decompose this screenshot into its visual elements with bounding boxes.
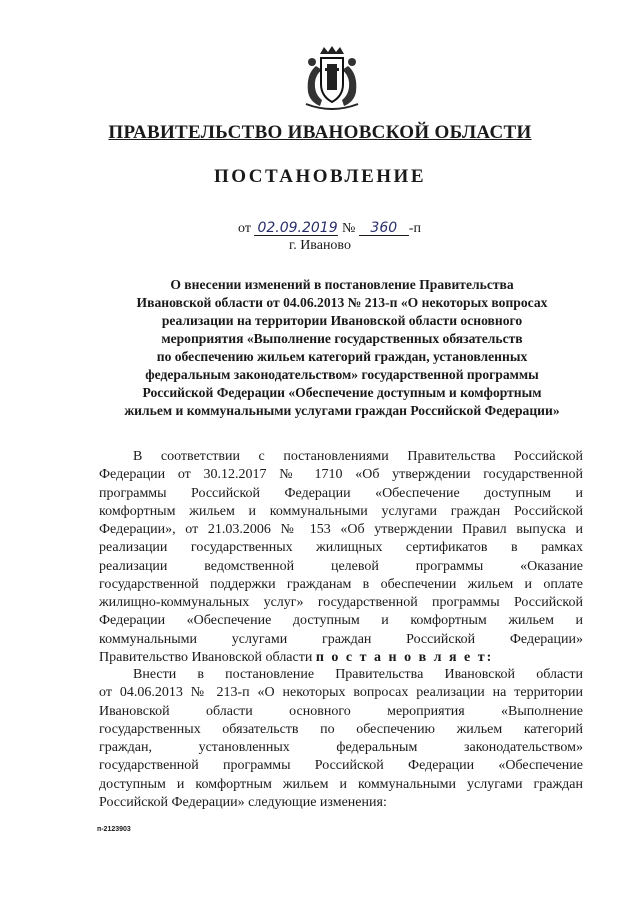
heading-line: мероприятия «Выполнение государственных обязательств (161, 331, 523, 346)
text-line: коммунальными услугами граждан Российской Федерации» (99, 631, 583, 647)
resolution-line (99, 649, 583, 667)
heading-line: О внесении изменений в постановление Правительства (170, 277, 514, 292)
number-sign: № (341, 221, 356, 236)
heading-line: по обеспечению жильем категорий граждан, установленных (156, 349, 528, 364)
heading-line: Ивановской области от 04.06.2013 № 213-п «О некоторых вопросах (136, 295, 548, 310)
heading-line: федеральным законодательством» государственной программы (145, 367, 539, 382)
document-type: ПОСТАНОВЛЕНИЕ (213, 166, 427, 187)
text-line: государственных обязательств по обеспечению жильем категорий (99, 721, 583, 737)
document-code: п-2123903 (97, 826, 131, 833)
text-line: от 04.06.2013 № 213-п «О некоторых вопросах реализации на территории (99, 685, 583, 701)
text-line: Российской Федерации» следующие изменения: (99, 794, 387, 810)
text-line: Федерации «Обеспечение доступным и комфортным жильем и (99, 613, 583, 629)
text-line: В соответствии с постановлениями Правительства Российской (133, 449, 583, 464)
text-line: государственной программы Российской Федерации «Обеспечение (99, 758, 583, 774)
number-suffix: -п (408, 221, 421, 236)
text-line: реализации ведомственной целевой программы «Оказание (99, 558, 583, 574)
text-line: жилищно-коммунальных услуг» государственной программы Российской (99, 595, 583, 610)
text-line: комфортным жильем и коммунальными услугами граждан Российской (99, 503, 583, 519)
document-heading (100, 276, 584, 420)
heading-line: Российской Федерации «Обеспечение доступным и комфортным (142, 385, 542, 400)
amendment-paragraph (99, 666, 583, 812)
handwritten-number: 360 (359, 221, 409, 236)
handwritten-date: 02.09.2019 (254, 221, 338, 236)
preamble-paragraph (99, 448, 583, 667)
text-line: доступным и комфортным жильем и коммунальными услугами граждан (99, 776, 583, 792)
text-line: Ивановской области основного мероприятия «Выполнение (99, 703, 583, 719)
city: г. Иваново (289, 238, 351, 253)
resolution-prefix: Правительство Ивановской области (99, 649, 313, 665)
heading-line: реализации на территории Ивановской области основного (161, 313, 523, 328)
ivanovo-coat-of-arms-icon (300, 44, 364, 110)
text-line: Федерации от 30.12.2017 № 1710 «Об утверждении государственной (99, 467, 583, 483)
text-line: Внести в постановление Правительства Ивановской области (133, 667, 583, 682)
text-line: Федерации», от 21.03.2006 № 153 «Об утверждении Правил выпуска и (99, 522, 583, 537)
resolves-word: п о с т а н о в л я е т: (315, 649, 494, 665)
organization-title: ПРАВИТЕЛЬСТВО ИВАНОВСКОЙ ОБЛАСТИ (108, 122, 532, 143)
date-prefix: от (238, 221, 251, 236)
text-line: граждан, установленных федеральным законодательством» (99, 740, 583, 755)
date-number-line (238, 221, 421, 237)
text-line: государственной поддержки гражданам в обеспечении жильем и оплате (99, 576, 583, 592)
heading-line: жильем и коммунальными услугами граждан Российской Федерации» (124, 403, 560, 418)
text-line: программы Российской Федерации «Обеспечение доступным и (99, 485, 583, 501)
text-line: реализации государственных жилищных сертификатов в рамках (99, 540, 583, 556)
